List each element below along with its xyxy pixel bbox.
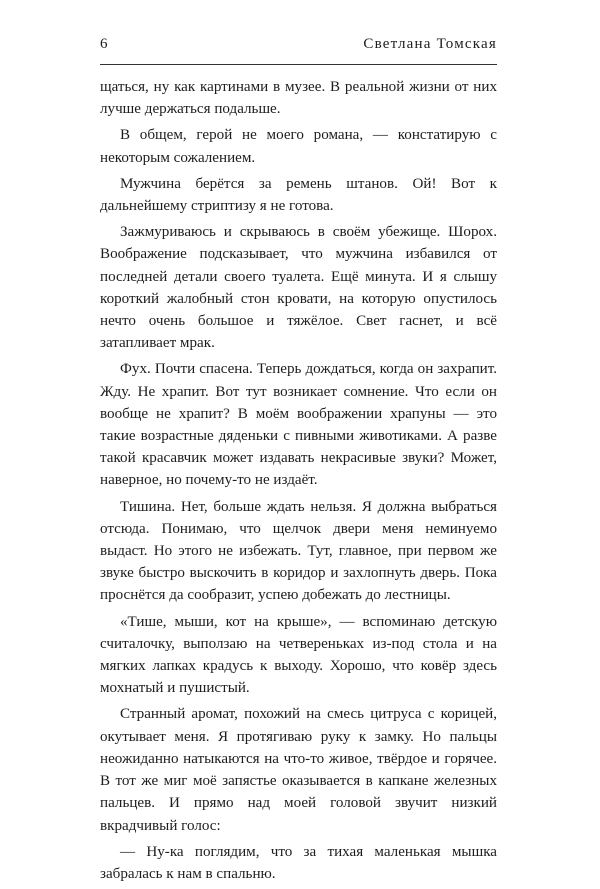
paragraph: Зажмуриваюсь и скрываюсь в своём убежище. Шорох. Воображение подсказывает, что мужчина избавился от последней детали своего туалета. Ещё минута. И я слышу короткий жалобный стон кровати, на которую опустилось нечто очень большое и тяжёлое. Свет гаснет, и всё затапливает мрак.: [100, 224, 497, 352]
paragraph: Мужчина берётся за ремень штанов. Ой! Вот к дальнейшему стриптизу я не готова.: [100, 175, 497, 215]
paragraph: — Ну-ка поглядим, что за тихая маленькая мышка забралась к нам в спальню.: [100, 843, 497, 882]
paragraph: «Тише, мыши, кот на крыше», — вспоминаю детскую считалочку, выползаю на четвереньках из-под стола и на мягких лапках крадусь к выходу. Хорошо, что ковёр здесь мохнатый и пушистый.: [100, 613, 497, 697]
paragraph: Тишина. Нет, больше ждать нельзя. Я должна выбраться отсюда. Понимаю, что щелчок двери меня неминуемо выдаст. Но этого не избежать. Тут, главное, при первом же звуке быстро выскочить в коридор и захлопнуть дверь. Пока проснётся да сообразит, успею добежать до лестницы.: [100, 498, 497, 604]
page-header: [100, 36, 497, 62]
paragraph: Фух. Почти спасена. Теперь дождаться, когда он захрапит. Жду. Не храпит. Вот тут возникает сомнение. Что если он вообще не храпит? В моём воображении храпуны — это такие возрастные дяденьки с пивными животиками. А разве такой красавчик может издавать некрасивые звуки? Может, наверное, но почему-то не издаёт.: [100, 361, 497, 489]
paragraph: щаться, ну как картинами в музее. В реальной жизни от них лучше держаться подальше.: [100, 79, 497, 118]
page-number: 6: [100, 36, 108, 52]
paragraph: Странный аромат, похожий на смесь цитруса с корицей, окутывает меня. Я протягиваю руку к замку. Но пальцы неожиданно натыкаются на что-то живое, твёрдое и горячее. В тот же миг моё запястье оказывается в капкане железных пальцев. И прямо над моей головой звучит низкий вкрадчивый голос:: [100, 706, 497, 834]
paragraph: В общем, герой не моего романа, — констатирую с некоторым сожалением.: [100, 127, 497, 166]
running-head-author: Светлана Томская: [363, 36, 497, 52]
body-text: [100, 76, 497, 889]
header-rule: [100, 64, 497, 65]
